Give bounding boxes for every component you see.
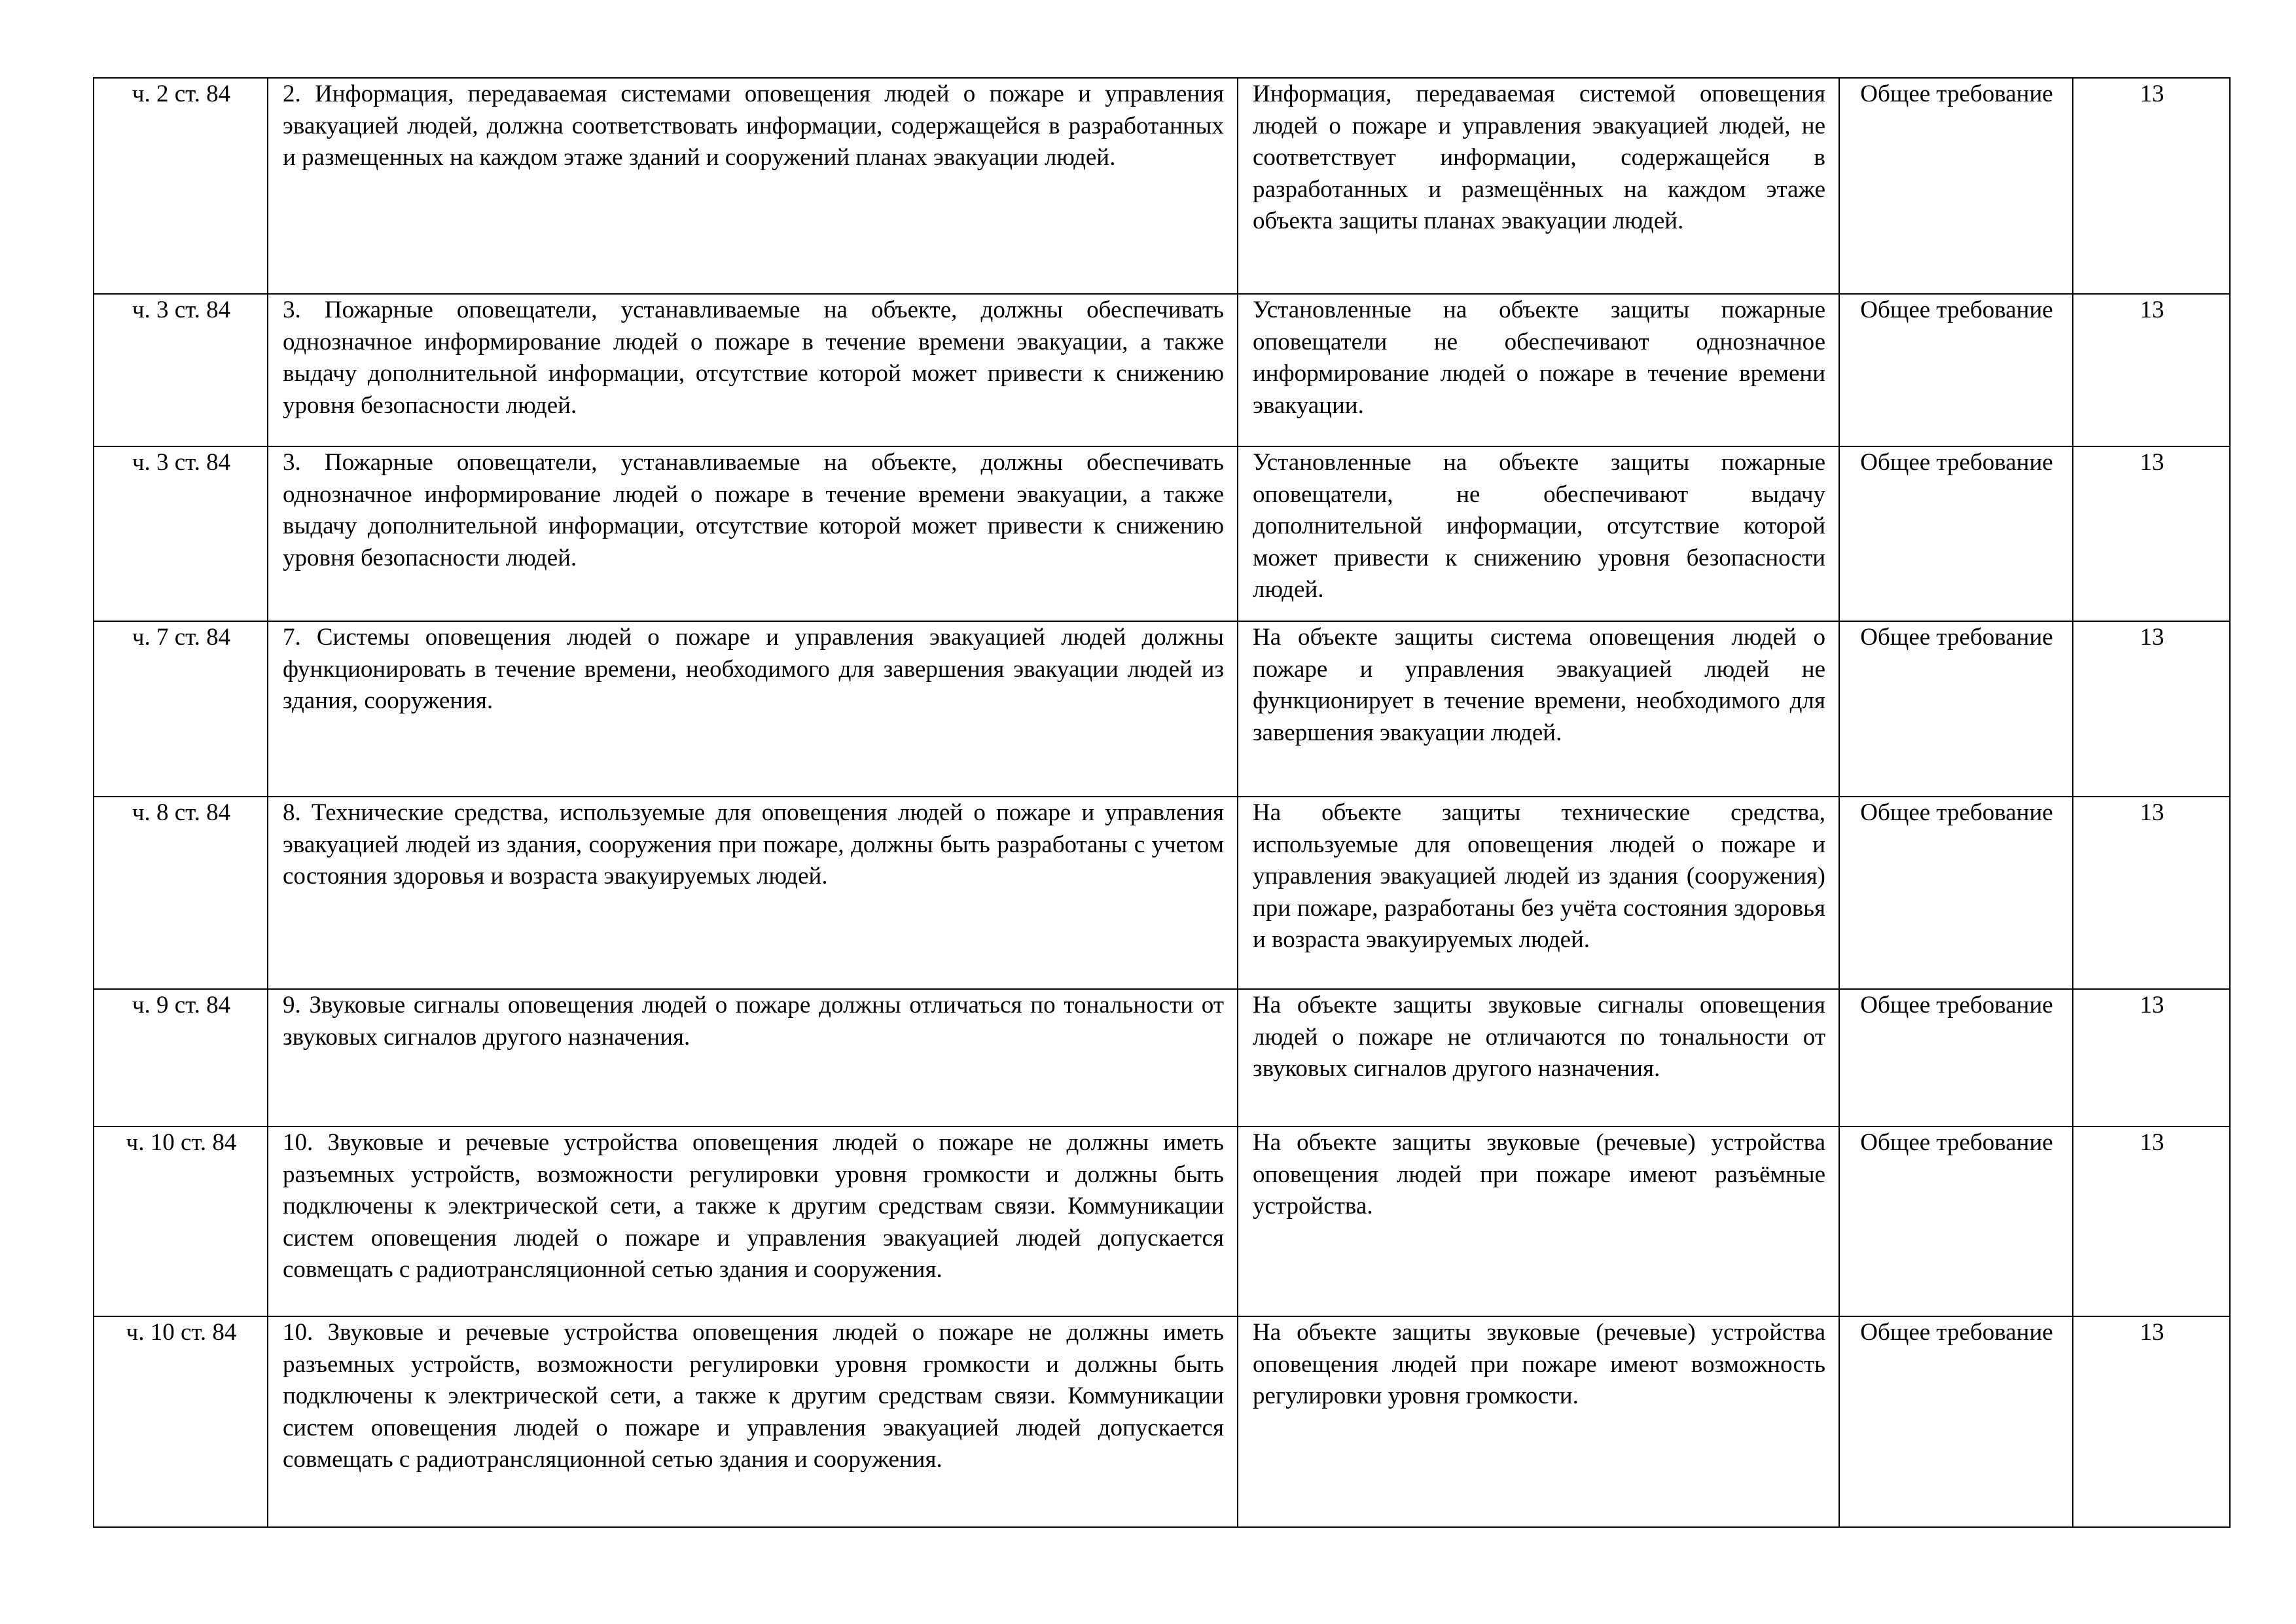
requirement-cell: 10. Звуковые и речевые устройства оповещения людей о пожаре не должны иметь разъемных устройств, возможности регулировки уровня громкости и должны быть подключены к электрической сети, а также к другим средствам связи. Коммуникации систем оповещения людей о пожаре и управления эвакуацией людей допускается совмещать с радиотрансляционной сетью здания и сооружения.: [268, 1316, 1238, 1527]
article-cell: ч. 10 ст. 84: [94, 1127, 268, 1316]
requirement-type-cell: Общее требование: [1839, 294, 2073, 446]
requirement-cell: 2. Информация, передаваемая системами оповещения людей о пожаре и управления эвакуацией людей, должна соответствовать информации, содержащейся в разработанных и размещенных на каждом этаже зданий и сооружений планах эвакуации людей.: [268, 78, 1238, 294]
code-cell: 13: [2073, 1316, 2230, 1527]
requirement-cell: 7. Системы оповещения людей о пожаре и управления эвакуацией людей должны функционировать в течение времени, необходимого для завершения эвакуации людей из здания, сооружения.: [268, 621, 1238, 797]
table-row: [94, 78, 2230, 294]
code-cell: 13: [2073, 797, 2230, 989]
requirement-cell: 3. Пожарные оповещатели, устанавливаемые на объекте, должны обеспечивать однозначное информирование людей о пожаре в течение времени эвакуации, а также выдачу дополнительной информации, отсутствие которой может привести к снижению уровня безопасности людей.: [268, 446, 1238, 621]
code-cell: 13: [2073, 1127, 2230, 1316]
requirement-type-cell: Общее требование: [1839, 989, 2073, 1127]
requirement-type-cell: Общее требование: [1839, 1316, 2073, 1527]
requirement-cell: 9. Звуковые сигналы оповещения людей о пожаре должны отличаться по тональности от звуковых сигналов другого назначения.: [268, 989, 1238, 1127]
code-cell: 13: [2073, 294, 2230, 446]
violation-cell: На объекте защиты звуковые сигналы оповещения людей о пожаре не отличаются по тональности от звуковых сигналов другого назначения.: [1238, 989, 1839, 1127]
table-row: [94, 1127, 2230, 1316]
table-row: [94, 446, 2230, 621]
requirement-type-cell: Общее требование: [1839, 621, 2073, 797]
article-cell: ч. 9 ст. 84: [94, 989, 268, 1127]
code-cell: 13: [2073, 78, 2230, 294]
article-cell: ч. 3 ст. 84: [94, 294, 268, 446]
requirement-cell: 10. Звуковые и речевые устройства оповещения людей о пожаре не должны иметь разъемных устройств, возможности регулировки уровня громкости и должны быть подключены к электрической сети, а также к другим средствам связи. Коммуникации систем оповещения людей о пожаре и управления эвакуацией людей допускается совмещать с радиотрансляционной сетью здания и сооружения.: [268, 1127, 1238, 1316]
requirement-type-cell: Общее требование: [1839, 797, 2073, 989]
requirement-type-cell: Общее требование: [1839, 446, 2073, 621]
code-cell: 13: [2073, 621, 2230, 797]
article-cell: ч. 2 ст. 84: [94, 78, 268, 294]
table-row: [94, 989, 2230, 1127]
article-cell: ч. 8 ст. 84: [94, 797, 268, 989]
requirement-type-cell: Общее требование: [1839, 1127, 2073, 1316]
violation-cell: На объекте защиты технические средства, используемые для оповещения людей о пожаре и управления эвакуацией людей из здания (сооружения) при пожаре, разработаны без учёта состояния здоровья и возраста эвакуируемых людей.: [1238, 797, 1839, 989]
requirement-cell: 8. Технические средства, используемые для оповещения людей о пожаре и управления эвакуацией людей из здания, сооружения при пожаре, должны быть разработаны с учетом состояния здоровья и возраста эвакуируемых людей.: [268, 797, 1238, 989]
violation-cell: На объекте защиты система оповещения людей о пожаре и управления эвакуацией людей не функционирует в течение времени, необходимого для завершения эвакуации людей.: [1238, 621, 1839, 797]
code-cell: 13: [2073, 446, 2230, 621]
article-cell: ч. 7 ст. 84: [94, 621, 268, 797]
table-row: [94, 294, 2230, 446]
table-row: [94, 621, 2230, 797]
requirements-table: [93, 77, 2231, 1528]
code-cell: 13: [2073, 989, 2230, 1127]
table-row: [94, 797, 2230, 989]
violation-cell: Установленные на объекте защиты пожарные оповещатели не обеспечивают однозначное информирование людей о пожаре в течение времени эвакуации.: [1238, 294, 1839, 446]
requirement-cell: 3. Пожарные оповещатели, устанавливаемые на объекте, должны обеспечивать однозначное информирование людей о пожаре в течение времени эвакуации, а также выдачу дополнительной информации, отсутствие которой может привести к снижению уровня безопасности людей.: [268, 294, 1238, 446]
article-cell: ч. 3 ст. 84: [94, 446, 268, 621]
violation-cell: Информация, передаваемая системой оповещения людей о пожаре и управления эвакуацией людей, не соответствует информации, содержащейся в разработанных и размещённых на каждом этаже объекта защиты планах эвакуации людей.: [1238, 78, 1839, 294]
requirement-type-cell: Общее требование: [1839, 78, 2073, 294]
table-row: [94, 1316, 2230, 1527]
violation-cell: Установленные на объекте защиты пожарные оповещатели, не обеспечивают выдачу дополнительной информации, отсутствие которой может привести к снижению уровня безопасности людей.: [1238, 446, 1839, 621]
violation-cell: На объекте защиты звуковые (речевые) устройства оповещения людей при пожаре имеют возможность регулировки уровня громкости.: [1238, 1316, 1839, 1527]
article-cell: ч. 10 ст. 84: [94, 1316, 268, 1527]
violation-cell: На объекте защиты звуковые (речевые) устройства оповещения людей при пожаре имеют разъёмные устройства.: [1238, 1127, 1839, 1316]
